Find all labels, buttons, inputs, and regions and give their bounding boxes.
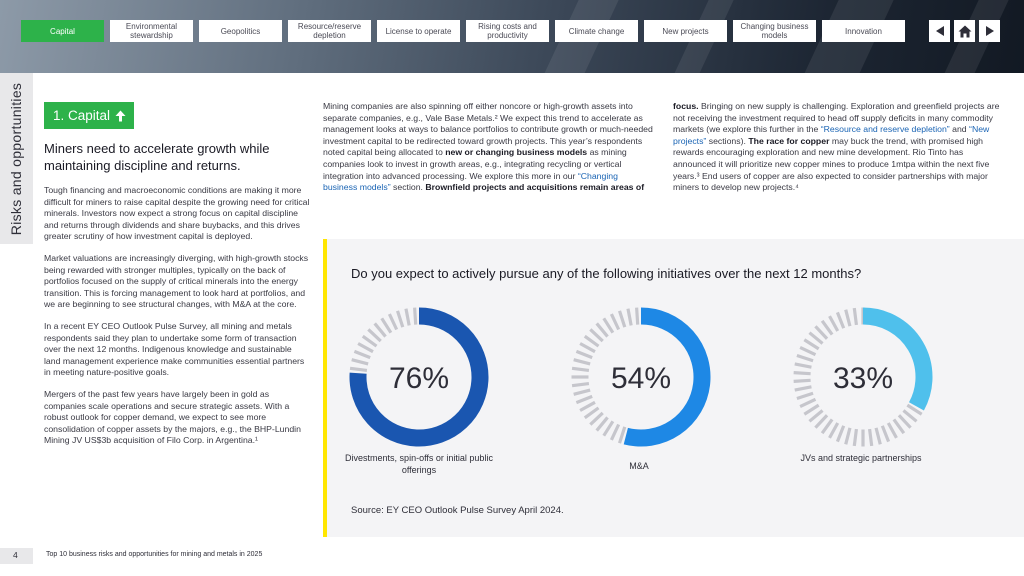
next-icon xyxy=(984,25,996,37)
donut-remainder-ticks xyxy=(350,308,416,371)
paragraph: Market valuations are increasingly diverging, with high-growth stocks being rewarded with stronger multiples, typically on the back of portfolios focused on the supply of critical minerals into the energy transition. This is forcing management to look hard at portfolios, and we are beginning to see structural changes, with M&A at the core. xyxy=(44,252,309,310)
footer-title: Top 10 business risks and opportunities for mining and metals in 2025 xyxy=(46,551,263,558)
section-headline: Miners need to accelerate growth while maintaining discipline and returns. xyxy=(44,141,270,173)
middle-body-text xyxy=(323,101,653,194)
bold-text: focus. xyxy=(673,101,699,111)
left-body-text xyxy=(44,185,310,457)
tab-capital[interactable]: Capital xyxy=(21,20,104,42)
text-run: sections). xyxy=(708,135,746,146)
section-badge xyxy=(44,102,134,129)
donut-value-2: 54% xyxy=(610,362,672,395)
donut-value-3: 33% xyxy=(832,362,894,395)
tab-rising-costs[interactable]: Rising costs and productivity xyxy=(466,20,549,42)
survey-chart-panel xyxy=(323,239,1024,537)
text-run: section. xyxy=(393,182,423,193)
section-nav xyxy=(21,20,905,42)
text-run: and xyxy=(952,124,967,135)
donut-label-jvs: JVs and strategic partnerships xyxy=(800,453,922,463)
page-nav-buttons xyxy=(929,20,1000,42)
prev-icon xyxy=(934,25,946,37)
bold-text: Brownfield projects and acquisitions remain areas of xyxy=(425,182,645,193)
paragraph: Mergers of the past few years have largely been in gold as companies scale operations and secure strategic assets. With a robust outlook for copper demand, we expect to see more consolidation of copper assets by the majors, e.g., the BHP-Lundin Mining JV US$3b acquisition of Filo Corp. in Argentina.¹ xyxy=(44,388,301,446)
link-resource-reserve-depletion[interactable]: “Resource and reserve depletion” xyxy=(820,124,950,135)
next-page-button[interactable] xyxy=(979,20,1000,42)
paragraph: In a recent EY CEO Outlook Pulse Survey, all mining and metals respondents said they plan to undertake some form of transaction over the next 12 months. Indigenous knowledge and sustainable land management experience make communities essential partners in meeting nature-positive goals. xyxy=(44,320,305,378)
bold-text: The race for copper xyxy=(748,135,830,146)
tab-environmental-stewardship[interactable]: Environmental stewardship xyxy=(110,20,193,42)
donut-label-ma: M&A xyxy=(629,461,649,471)
tab-new-projects[interactable]: New projects xyxy=(644,20,727,42)
text-run: as mining companies look to invest in growth areas, e.g., integrating recycling or vertical integration into advanced processing. We explore this more in our xyxy=(323,147,627,181)
page-number: 4 xyxy=(0,548,33,564)
header-banner xyxy=(0,0,1024,73)
bold-text: new or changing business models xyxy=(445,147,588,158)
tab-resource-reserve-depletion[interactable]: Resource/reserve depletion xyxy=(288,20,371,42)
donut-label-divestments: Divestments, spin-offs or initial public offerings xyxy=(345,453,493,475)
section-badge-label: 1. Capital xyxy=(53,108,111,123)
text-run: may buck the trend, with promised high rewards encouraging exploration and new mine development. Rio Tinto has announced it will prioritize new copper mines to produce 1mtpa within the next five years.³ End users of copper are also expected to consider partnerships with major miners to develop new projects.⁴ xyxy=(673,135,990,193)
link-changing-business-models[interactable]: “Changing business models” xyxy=(323,170,618,193)
side-section-label: Risks and opportunities xyxy=(8,82,24,236)
home-icon xyxy=(958,25,972,38)
donut-value-1: 76% xyxy=(388,362,450,395)
home-button[interactable] xyxy=(954,20,975,42)
tab-climate-change[interactable]: Climate change xyxy=(555,20,638,42)
prev-page-button[interactable] xyxy=(929,20,950,42)
link-new-projects[interactable]: “New projects” xyxy=(673,124,990,146)
arrow-up-icon xyxy=(115,110,126,122)
chart-source: Source: EY CEO Outlook Pulse Survey April 2024. xyxy=(351,505,564,516)
chart-title: Do you expect to actively pursue any of the following initiatives over the next 12 months? xyxy=(351,266,862,281)
paragraph: Tough financing and macroeconomic conditions are making it more difficult for miners to raise capital despite the growing need for critical minerals. Investors now expect a strong focus on capital discipline and returns through dividends and share buybacks, and this drives greater scrutiny of how investment capital is deployed. xyxy=(44,185,310,242)
right-body-text xyxy=(673,101,1003,194)
text-run: Mining companies are also spinning off either noncore or high-growth assets into separate companies, e.g., Vale Base Metals.² We expect this trend to accelerate as management looks at ways to balance portfolios to contribute growth or much-needed investment capital to be redirected toward growth projects. This year’s respondents noted capital being allocated to xyxy=(323,101,653,158)
tab-innovation[interactable]: Innovation xyxy=(822,20,905,42)
donut-charts xyxy=(323,239,1024,537)
tab-changing-business-models[interactable]: Changing business models xyxy=(733,20,816,42)
tab-geopolitics[interactable]: Geopolitics xyxy=(199,20,282,42)
text-run: Bringing on new supply is challenging. Exploration and greenfield projects are not receiving the investment required to head off supply deficits in many commodity markets (we explore this further in the xyxy=(673,101,1000,135)
side-section-tab xyxy=(0,73,33,244)
tab-license-to-operate[interactable]: License to operate xyxy=(377,20,460,42)
